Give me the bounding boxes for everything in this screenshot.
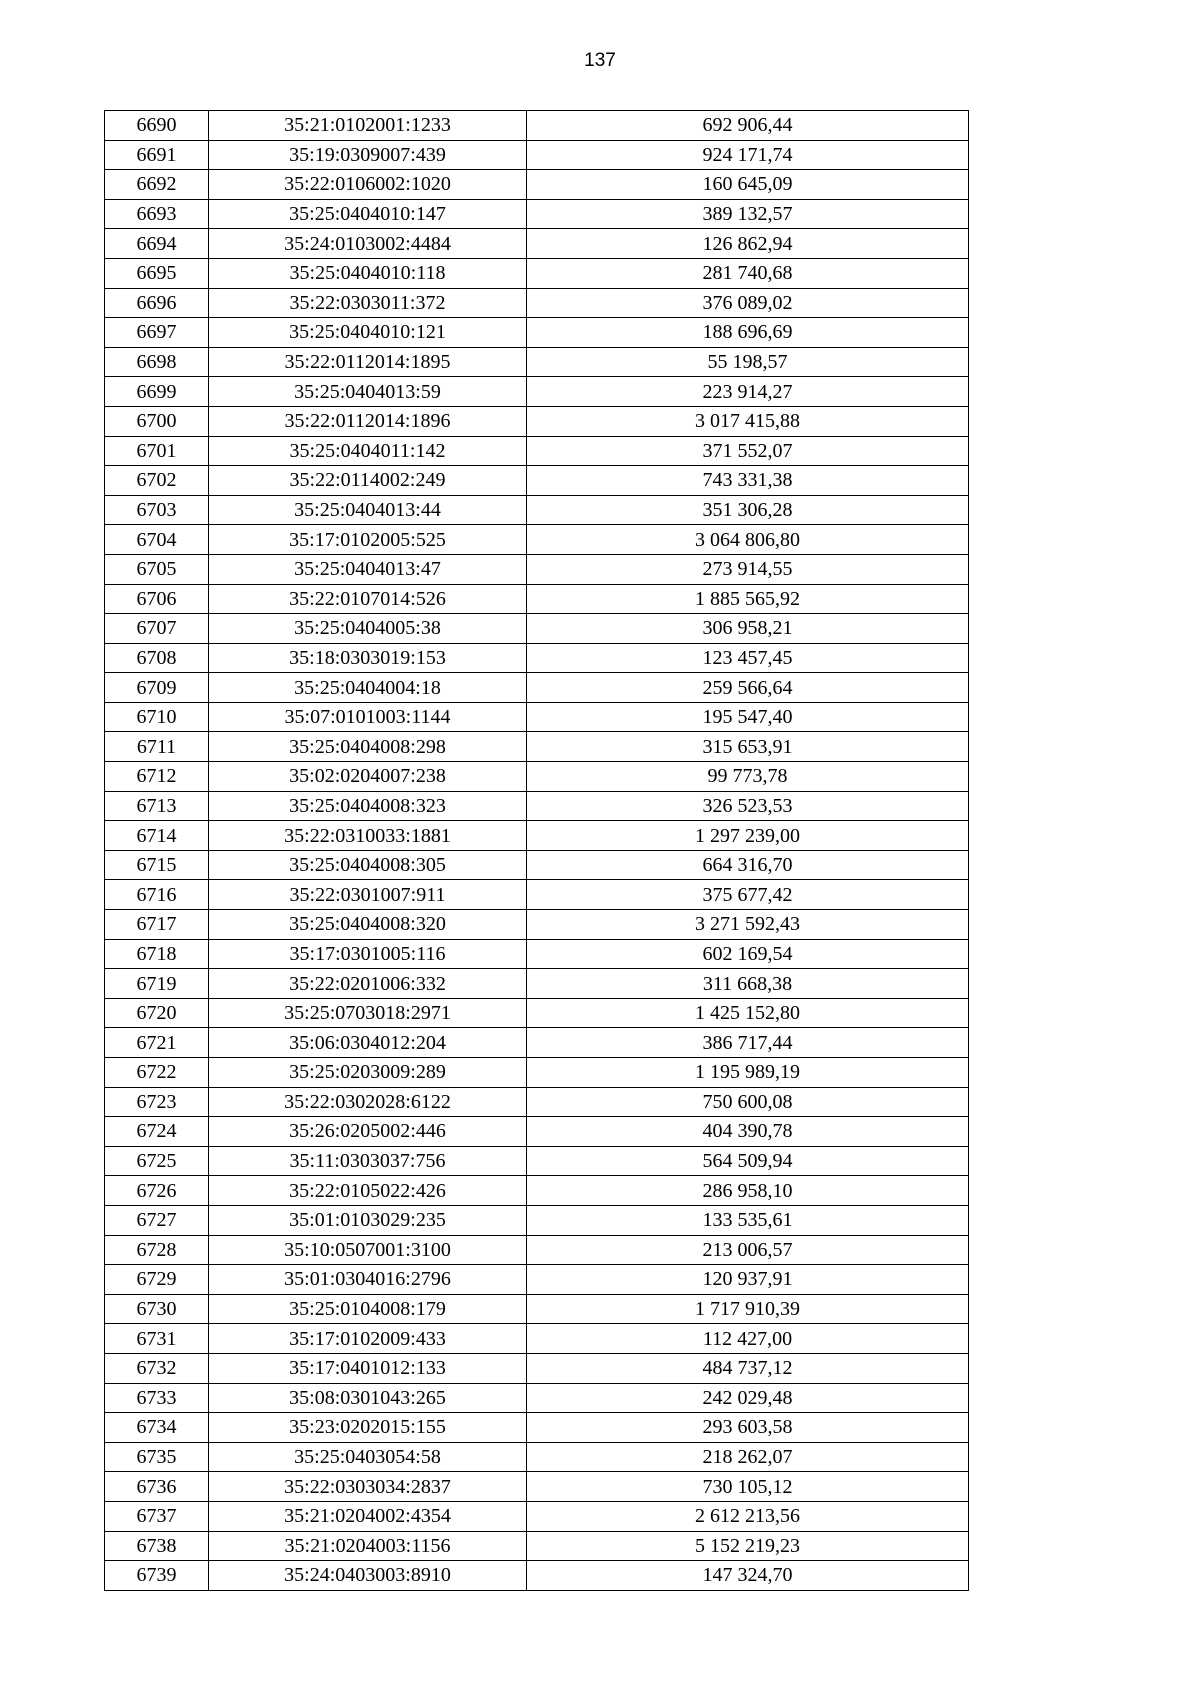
row-number-cell: 6730 xyxy=(105,1294,209,1324)
cadastral-value-cell: 386 717,44 xyxy=(527,1028,969,1058)
cadastral-value-cell: 311 668,38 xyxy=(527,969,969,999)
cadastral-number-cell: 35:25:0404010:118 xyxy=(209,258,527,288)
cadastral-value-cell: 242 029,48 xyxy=(527,1383,969,1413)
table-row xyxy=(105,1146,969,1176)
row-number-cell: 6732 xyxy=(105,1353,209,1383)
table-row xyxy=(105,1205,969,1235)
table-row xyxy=(105,1235,969,1265)
row-number-cell: 6718 xyxy=(105,939,209,969)
cadastral-value-cell: 281 740,68 xyxy=(527,258,969,288)
table-row xyxy=(105,436,969,466)
table-row xyxy=(105,614,969,644)
cadastral-value-cell: 664 316,70 xyxy=(527,850,969,880)
table-row xyxy=(105,1058,969,1088)
cadastral-value-cell: 376 089,02 xyxy=(527,288,969,318)
row-number-cell: 6705 xyxy=(105,554,209,584)
cadastral-value-cell: 223 914,27 xyxy=(527,377,969,407)
cadastral-number-cell: 35:17:0102009:433 xyxy=(209,1324,527,1354)
row-number-cell: 6722 xyxy=(105,1058,209,1088)
table-row xyxy=(105,406,969,436)
cadastral-value-cell: 273 914,55 xyxy=(527,554,969,584)
cadastral-number-cell: 35:26:0205002:446 xyxy=(209,1117,527,1147)
table-row xyxy=(105,554,969,584)
table-row xyxy=(105,791,969,821)
cadastral-value-cell: 389 132,57 xyxy=(527,199,969,229)
row-number-cell: 6737 xyxy=(105,1501,209,1531)
table-row xyxy=(105,1324,969,1354)
cadastral-number-cell: 35:25:0404013:47 xyxy=(209,554,527,584)
table-row xyxy=(105,1442,969,1472)
table-row xyxy=(105,347,969,377)
row-number-cell: 6719 xyxy=(105,969,209,999)
cadastral-number-cell: 35:22:0112014:1896 xyxy=(209,406,527,436)
table-row xyxy=(105,969,969,999)
row-number-cell: 6738 xyxy=(105,1531,209,1561)
table-row xyxy=(105,525,969,555)
row-number-cell: 6728 xyxy=(105,1235,209,1265)
cadastral-value-cell: 3 064 806,80 xyxy=(527,525,969,555)
cadastral-value-cell: 730 105,12 xyxy=(527,1472,969,1502)
row-number-cell: 6698 xyxy=(105,347,209,377)
row-number-cell: 6706 xyxy=(105,584,209,614)
cadastral-value-cell: 371 552,07 xyxy=(527,436,969,466)
row-number-cell: 6704 xyxy=(105,525,209,555)
table-row xyxy=(105,1294,969,1324)
row-number-cell: 6726 xyxy=(105,1176,209,1206)
row-number-cell: 6710 xyxy=(105,702,209,732)
table-row xyxy=(105,1117,969,1147)
cadastral-value-cell: 259 566,64 xyxy=(527,673,969,703)
cadastral-number-cell: 35:22:0301007:911 xyxy=(209,880,527,910)
cadastral-value-cell: 315 653,91 xyxy=(527,732,969,762)
cadastral-number-cell: 35:24:0103002:4484 xyxy=(209,229,527,259)
cadastral-number-cell: 35:08:0301043:265 xyxy=(209,1383,527,1413)
cadastral-number-cell: 35:01:0304016:2796 xyxy=(209,1265,527,1295)
table-row xyxy=(105,880,969,910)
table-row xyxy=(105,939,969,969)
row-number-cell: 6693 xyxy=(105,199,209,229)
table-row xyxy=(105,584,969,614)
cadastral-value-cell: 5 152 219,23 xyxy=(527,1531,969,1561)
cadastral-number-cell: 35:19:0309007:439 xyxy=(209,140,527,170)
row-number-cell: 6708 xyxy=(105,643,209,673)
row-number-cell: 6700 xyxy=(105,406,209,436)
cadastral-number-cell: 35:17:0301005:116 xyxy=(209,939,527,969)
cadastral-number-cell: 35:25:0404013:44 xyxy=(209,495,527,525)
cadastral-number-cell: 35:22:0303011:372 xyxy=(209,288,527,318)
table-row xyxy=(105,1531,969,1561)
cadastral-number-cell: 35:22:0105022:426 xyxy=(209,1176,527,1206)
table-row xyxy=(105,1353,969,1383)
cadastral-number-cell: 35:25:0703018:2971 xyxy=(209,998,527,1028)
row-number-cell: 6733 xyxy=(105,1383,209,1413)
table-row xyxy=(105,466,969,496)
row-number-cell: 6723 xyxy=(105,1087,209,1117)
cadastral-value-cell: 1 885 565,92 xyxy=(527,584,969,614)
table-row xyxy=(105,1561,969,1591)
cadastral-value-cell: 743 331,38 xyxy=(527,466,969,496)
table-row xyxy=(105,732,969,762)
cadastral-value-cell: 112 427,00 xyxy=(527,1324,969,1354)
cadastral-value-cell: 2 612 213,56 xyxy=(527,1501,969,1531)
row-number-cell: 6715 xyxy=(105,850,209,880)
cadastral-value-cell: 293 603,58 xyxy=(527,1413,969,1443)
row-number-cell: 6696 xyxy=(105,288,209,318)
table-row xyxy=(105,377,969,407)
cadastral-value-cell: 484 737,12 xyxy=(527,1353,969,1383)
cadastral-value-cell: 126 862,94 xyxy=(527,229,969,259)
table-row xyxy=(105,199,969,229)
row-number-cell: 6699 xyxy=(105,377,209,407)
table-row xyxy=(105,1265,969,1295)
cadastral-value-cell: 404 390,78 xyxy=(527,1117,969,1147)
cadastral-value-cell: 375 677,42 xyxy=(527,880,969,910)
cadastral-number-cell: 35:07:0101003:1144 xyxy=(209,702,527,732)
cadastral-value-cell: 924 171,74 xyxy=(527,140,969,170)
table-row xyxy=(105,702,969,732)
table-row xyxy=(105,1472,969,1502)
cadastral-number-cell: 35:22:0106002:1020 xyxy=(209,170,527,200)
cadastral-number-cell: 35:22:0201006:332 xyxy=(209,969,527,999)
cadastral-value-cell: 1 425 152,80 xyxy=(527,998,969,1028)
row-number-cell: 6690 xyxy=(105,111,209,141)
cadastral-value-table xyxy=(104,110,969,1591)
cadastral-number-cell: 35:25:0404004:18 xyxy=(209,673,527,703)
cadastral-value-cell: 123 457,45 xyxy=(527,643,969,673)
table-row xyxy=(105,1087,969,1117)
cadastral-number-cell: 35:25:0403054:58 xyxy=(209,1442,527,1472)
row-number-cell: 6727 xyxy=(105,1205,209,1235)
row-number-cell: 6739 xyxy=(105,1561,209,1591)
cadastral-value-cell: 213 006,57 xyxy=(527,1235,969,1265)
cadastral-number-cell: 35:22:0310033:1881 xyxy=(209,821,527,851)
cadastral-number-cell: 35:01:0103029:235 xyxy=(209,1205,527,1235)
row-number-cell: 6691 xyxy=(105,140,209,170)
cadastral-value-cell: 692 906,44 xyxy=(527,111,969,141)
cadastral-value-cell: 3 271 592,43 xyxy=(527,910,969,940)
cadastral-number-cell: 35:22:0303034:2837 xyxy=(209,1472,527,1502)
row-number-cell: 6695 xyxy=(105,258,209,288)
cadastral-value-cell: 147 324,70 xyxy=(527,1561,969,1591)
cadastral-number-cell: 35:21:0204002:4354 xyxy=(209,1501,527,1531)
cadastral-value-cell: 306 958,21 xyxy=(527,614,969,644)
cadastral-number-cell: 35:06:0304012:204 xyxy=(209,1028,527,1058)
cadastral-number-cell: 35:25:0404008:298 xyxy=(209,732,527,762)
row-number-cell: 6735 xyxy=(105,1442,209,1472)
table-row xyxy=(105,643,969,673)
row-number-cell: 6716 xyxy=(105,880,209,910)
cadastral-value-cell: 160 645,09 xyxy=(527,170,969,200)
cadastral-number-cell: 35:25:0404013:59 xyxy=(209,377,527,407)
row-number-cell: 6714 xyxy=(105,821,209,851)
row-number-cell: 6709 xyxy=(105,673,209,703)
row-number-cell: 6703 xyxy=(105,495,209,525)
cadastral-number-cell: 35:24:0403003:8910 xyxy=(209,1561,527,1591)
table-row xyxy=(105,258,969,288)
row-number-cell: 6697 xyxy=(105,318,209,348)
table-row xyxy=(105,850,969,880)
table-row xyxy=(105,140,969,170)
row-number-cell: 6736 xyxy=(105,1472,209,1502)
row-number-cell: 6692 xyxy=(105,170,209,200)
cadastral-number-cell: 35:25:0404010:147 xyxy=(209,199,527,229)
cadastral-number-cell: 35:22:0107014:526 xyxy=(209,584,527,614)
table-row xyxy=(105,1176,969,1206)
page-number: 137 xyxy=(584,50,616,71)
cadastral-number-cell: 35:25:0104008:179 xyxy=(209,1294,527,1324)
cadastral-value-cell: 195 547,40 xyxy=(527,702,969,732)
cadastral-number-cell: 35:02:0204007:238 xyxy=(209,762,527,792)
cadastral-number-cell: 35:25:0404008:305 xyxy=(209,850,527,880)
table-row xyxy=(105,1501,969,1531)
table-body xyxy=(105,111,969,1591)
cadastral-value-cell: 99 773,78 xyxy=(527,762,969,792)
table-row xyxy=(105,821,969,851)
row-number-cell: 6724 xyxy=(105,1117,209,1147)
row-number-cell: 6713 xyxy=(105,791,209,821)
cadastral-number-cell: 35:22:0112014:1895 xyxy=(209,347,527,377)
row-number-cell: 6707 xyxy=(105,614,209,644)
table-row xyxy=(105,170,969,200)
cadastral-value-cell: 351 306,28 xyxy=(527,495,969,525)
cadastral-value-cell: 326 523,53 xyxy=(527,791,969,821)
table-row xyxy=(105,762,969,792)
cadastral-value-cell: 602 169,54 xyxy=(527,939,969,969)
cadastral-number-cell: 35:17:0401012:133 xyxy=(209,1353,527,1383)
cadastral-value-cell: 188 696,69 xyxy=(527,318,969,348)
table-row xyxy=(105,495,969,525)
cadastral-value-cell: 218 262,07 xyxy=(527,1442,969,1472)
cadastral-number-cell: 35:25:0404008:320 xyxy=(209,910,527,940)
cadastral-number-cell: 35:23:0202015:155 xyxy=(209,1413,527,1443)
cadastral-value-cell: 55 198,57 xyxy=(527,347,969,377)
cadastral-number-cell: 35:17:0102005:525 xyxy=(209,525,527,555)
cadastral-value-cell: 750 600,08 xyxy=(527,1087,969,1117)
cadastral-value-cell: 564 509,94 xyxy=(527,1146,969,1176)
table-row xyxy=(105,1383,969,1413)
table-row xyxy=(105,998,969,1028)
cadastral-number-cell: 35:25:0404011:142 xyxy=(209,436,527,466)
table-row xyxy=(105,111,969,141)
cadastral-number-cell: 35:25:0404008:323 xyxy=(209,791,527,821)
cadastral-value-cell: 1 297 239,00 xyxy=(527,821,969,851)
row-number-cell: 6711 xyxy=(105,732,209,762)
cadastral-number-cell: 35:21:0204003:1156 xyxy=(209,1531,527,1561)
row-number-cell: 6725 xyxy=(105,1146,209,1176)
row-number-cell: 6729 xyxy=(105,1265,209,1295)
table-row xyxy=(105,1413,969,1443)
row-number-cell: 6721 xyxy=(105,1028,209,1058)
cadastral-value-cell: 133 535,61 xyxy=(527,1205,969,1235)
row-number-cell: 6731 xyxy=(105,1324,209,1354)
table-row xyxy=(105,910,969,940)
row-number-cell: 6720 xyxy=(105,998,209,1028)
row-number-cell: 6702 xyxy=(105,466,209,496)
cadastral-number-cell: 35:10:0507001:3100 xyxy=(209,1235,527,1265)
row-number-cell: 6694 xyxy=(105,229,209,259)
cadastral-number-cell: 35:25:0404005:38 xyxy=(209,614,527,644)
table-row xyxy=(105,318,969,348)
cadastral-number-cell: 35:11:0303037:756 xyxy=(209,1146,527,1176)
cadastral-number-cell: 35:22:0114002:249 xyxy=(209,466,527,496)
cadastral-number-cell: 35:18:0303019:153 xyxy=(209,643,527,673)
cadastral-value-cell: 3 017 415,88 xyxy=(527,406,969,436)
row-number-cell: 6712 xyxy=(105,762,209,792)
table-row xyxy=(105,1028,969,1058)
cadastral-value-cell: 286 958,10 xyxy=(527,1176,969,1206)
table-row xyxy=(105,229,969,259)
cadastral-value-cell: 120 937,91 xyxy=(527,1265,969,1295)
row-number-cell: 6717 xyxy=(105,910,209,940)
cadastral-number-cell: 35:21:0102001:1233 xyxy=(209,111,527,141)
table-row xyxy=(105,288,969,318)
cadastral-number-cell: 35:25:0404010:121 xyxy=(209,318,527,348)
cadastral-value-cell: 1 195 989,19 xyxy=(527,1058,969,1088)
cadastral-number-cell: 35:25:0203009:289 xyxy=(209,1058,527,1088)
table-row xyxy=(105,673,969,703)
cadastral-number-cell: 35:22:0302028:6122 xyxy=(209,1087,527,1117)
row-number-cell: 6701 xyxy=(105,436,209,466)
cadastral-value-cell: 1 717 910,39 xyxy=(527,1294,969,1324)
row-number-cell: 6734 xyxy=(105,1413,209,1443)
